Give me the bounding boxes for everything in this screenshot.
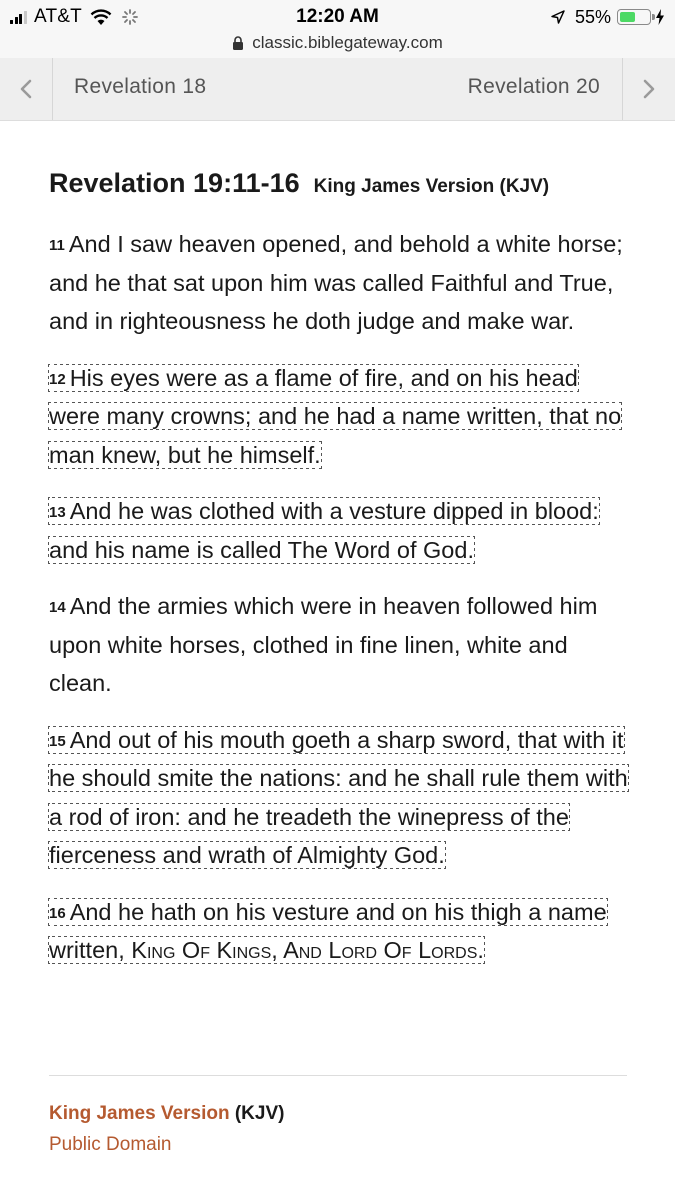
battery-icon — [617, 9, 651, 25]
verse-text-small-caps: King Of Kings, And Lord Of Lords — [131, 937, 478, 963]
verse-number: 12 — [49, 370, 66, 388]
verse-15[interactable] — [49, 721, 629, 875]
passage-footer — [49, 1098, 284, 1160]
footer-divider — [49, 1075, 627, 1076]
verse-text: And he was clothed with a vesture dipped in blood: and his name is called The Word of God. — [49, 498, 599, 563]
verse-number: 14 — [49, 599, 66, 616]
battery-percent: 55% — [574, 6, 611, 27]
verse-text: And out of his mouth goeth a sharp sword, that with it he should smite the nations: and he shall rule them with a rod of iron: and he treadeth the winepress of the fierceness and wrath of Almighty God. — [49, 726, 628, 868]
passage — [49, 168, 639, 970]
next-chapter-button[interactable] — [622, 58, 675, 120]
passage-reference: Revelation 19:11-16 — [49, 168, 300, 198]
chapter-nav — [0, 58, 675, 121]
address-bar[interactable] — [0, 33, 675, 53]
copyright-link[interactable]: Public Domain — [49, 1134, 172, 1155]
next-chapter-link[interactable]: Revelation 20 — [467, 75, 600, 98]
verse-16[interactable] — [49, 893, 629, 970]
version-link[interactable]: King James Version — [49, 1103, 230, 1124]
prev-chapter-link[interactable]: Revelation 18 — [74, 75, 207, 98]
url-text: classic.biblegateway.com — [252, 33, 443, 52]
verse-text-end: . — [477, 937, 484, 963]
verse-text: And he hath on his vesture and on his thigh a name written, — [49, 898, 607, 963]
carrier-name: AT&T — [34, 6, 82, 27]
chevron-right-icon — [642, 79, 656, 99]
status-right — [551, 6, 665, 28]
verse-text: And I saw heaven opened, and behold a white horse; and he that sat upon him was called Faithful and True, and in righteousness he doth judge and make war. — [49, 231, 623, 334]
prev-chapter-button[interactable] — [0, 58, 53, 120]
charging-bolt-icon — [655, 9, 665, 25]
verse-number: 16 — [49, 904, 66, 922]
verse-11[interactable] — [49, 225, 629, 341]
passage-version: King James Version (KJV) — [313, 176, 550, 197]
verse-text: His eyes were as a flame of fire, and on his head were many crowns; and he had a name written, that no man knew, but he himself. — [49, 364, 622, 468]
chevron-left-icon — [19, 79, 33, 99]
location-arrow-icon — [551, 10, 565, 24]
verse-number: 11 — [49, 237, 65, 254]
verse-12[interactable] — [49, 359, 629, 475]
status-bar — [0, 0, 675, 58]
verse-number: 15 — [49, 732, 66, 750]
version-abbr: (KJV) — [234, 1103, 285, 1124]
verse-text: And the armies which were in heaven followed him upon white horses, clothed in fine linen, white and clean. — [49, 593, 598, 696]
lock-icon — [232, 36, 244, 50]
clock: 12:20 AM — [296, 6, 379, 27]
verse-14[interactable] — [49, 587, 629, 703]
passage-heading — [49, 168, 639, 199]
battery-level-fill — [620, 12, 635, 22]
verse-13[interactable] — [49, 492, 629, 569]
verse-number: 13 — [49, 504, 66, 521]
